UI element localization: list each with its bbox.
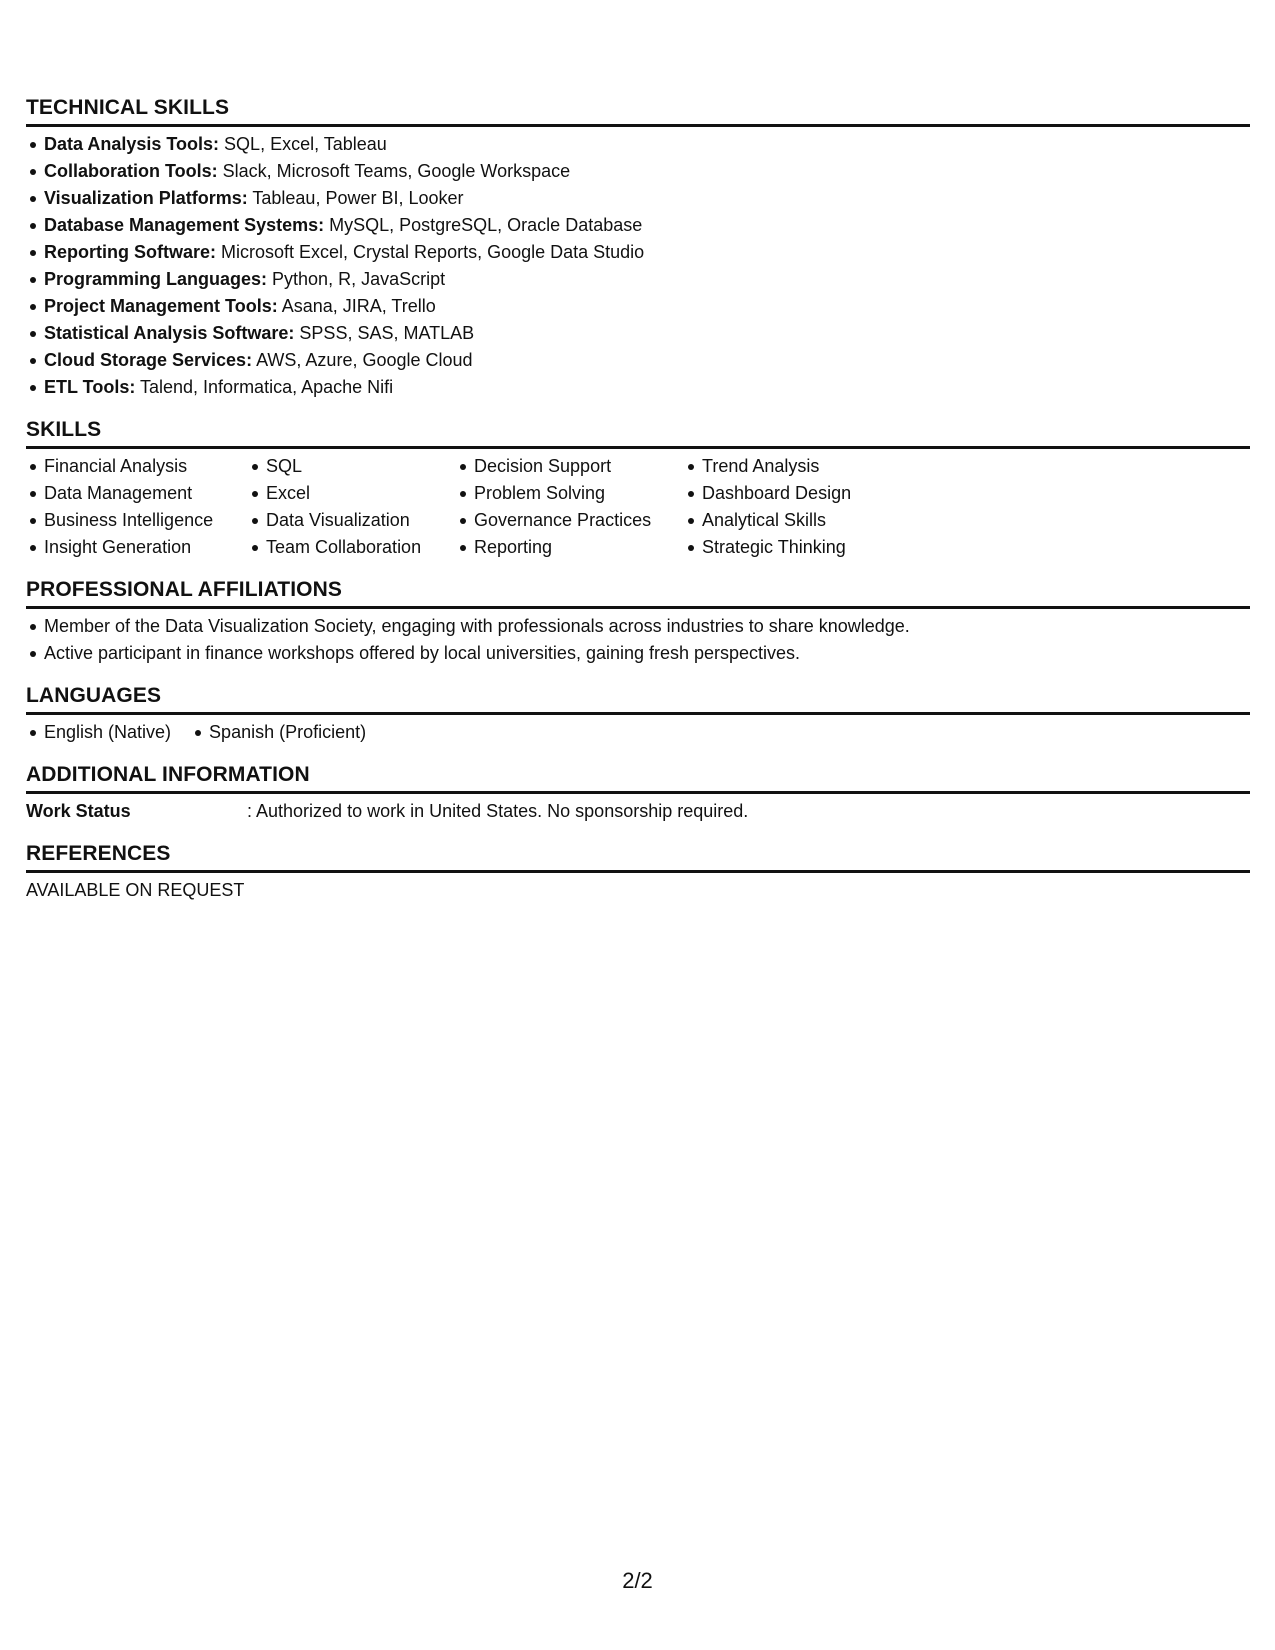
work-status-value: : Authorized to work in United States. No sponsorship required.: [247, 801, 749, 821]
list-item: Trend Analysis: [684, 453, 884, 480]
skills-heading: SKILLS: [26, 418, 1250, 449]
item-value: SPSS, SAS, MATLAB: [294, 323, 475, 343]
item-value: Python, R, JavaScript: [267, 269, 446, 289]
languages-section: [26, 684, 1250, 746]
section-spacer: [26, 825, 1250, 842]
skills-column: [684, 453, 884, 561]
list-item: Team Collaboration: [248, 534, 456, 561]
item-label: Cloud Storage Services:: [44, 350, 253, 370]
references-heading: REFERENCES: [26, 842, 1250, 873]
item-label: ETL Tools:: [44, 377, 136, 397]
languages-list: [26, 715, 1250, 746]
affiliations-list: [26, 609, 1250, 667]
item-value: Tableau, Power BI, Looker: [247, 188, 464, 208]
list-item: [26, 374, 1250, 401]
item-value: AWS, Azure, Google Cloud: [252, 350, 473, 370]
work-status-row: [26, 794, 1250, 825]
list-item: Decision Support: [456, 453, 684, 480]
item-value: Microsoft Excel, Crystal Reports, Google Data Studio: [216, 242, 645, 262]
affiliations-section: [26, 578, 1250, 667]
affiliations-heading: PROFESSIONAL AFFILIATIONS: [26, 578, 1250, 609]
list-item: Problem Solving: [456, 480, 684, 507]
item-label: Database Management Systems:: [44, 215, 325, 235]
list-item: Financial Analysis: [26, 453, 248, 480]
list-item: SQL: [248, 453, 456, 480]
list-item: [26, 158, 1250, 185]
skills-column: [456, 453, 684, 561]
item-value: SQL, Excel, Tableau: [219, 134, 387, 154]
item-value: Talend, Informatica, Apache Nifi: [135, 377, 394, 397]
section-spacer: [26, 561, 1250, 578]
page-number: 2/2: [622, 1568, 653, 1593]
section-spacer: [26, 746, 1250, 763]
list-item: Data Management: [26, 480, 248, 507]
list-item: Active participant in finance workshops offered by local universities, gaining fresh perspectives.: [26, 640, 1250, 667]
item-label: Programming Languages:: [44, 269, 268, 289]
item-value: Slack, Microsoft Teams, Google Workspace: [217, 161, 571, 181]
languages-heading: LANGUAGES: [26, 684, 1250, 715]
section-spacer: [26, 667, 1250, 684]
list-item: [26, 320, 1250, 347]
list-item: [26, 239, 1250, 266]
additional-info-heading: ADDITIONAL INFORMATION: [26, 763, 1250, 794]
list-item: [26, 212, 1250, 239]
list-item: Insight Generation: [26, 534, 248, 561]
list-item: [26, 266, 1250, 293]
skills-grid: [26, 449, 1250, 561]
list-item: Data Visualization: [248, 507, 456, 534]
list-item: Governance Practices: [456, 507, 684, 534]
list-item: Reporting: [456, 534, 684, 561]
list-item: [26, 131, 1250, 158]
references-section: [26, 842, 1250, 904]
list-item: Dashboard Design: [684, 480, 884, 507]
list-item: Business Intelligence: [26, 507, 248, 534]
skills-column: [248, 453, 456, 561]
skills-section: [26, 418, 1250, 561]
item-label: Collaboration Tools:: [44, 161, 218, 181]
references-text: AVAILABLE ON REQUEST: [26, 880, 245, 900]
item-label: Reporting Software:: [44, 242, 217, 262]
item-value: Asana, JIRA, Trello: [277, 296, 436, 316]
list-item: Strategic Thinking: [684, 534, 884, 561]
technical-skills-list: [26, 127, 1250, 401]
item-label: Visualization Platforms:: [44, 188, 248, 208]
additional-info-section: [26, 763, 1250, 825]
technical-skills-section: [26, 96, 1250, 401]
list-item: Excel: [248, 480, 456, 507]
list-item: [26, 293, 1250, 320]
list-item: Member of the Data Visualization Society, engaging with professionals across industries to share knowledge.: [26, 613, 1250, 640]
list-item: English (Native): [26, 719, 171, 746]
item-label: Data Analysis Tools:: [44, 134, 220, 154]
list-item: Spanish (Proficient): [191, 719, 366, 746]
item-value: MySQL, PostgreSQL, Oracle Database: [324, 215, 643, 235]
section-spacer: [26, 401, 1250, 418]
resume-page: [26, 96, 1250, 904]
technical-skills-heading: TECHNICAL SKILLS: [26, 96, 1250, 127]
item-label: Statistical Analysis Software:: [44, 323, 295, 343]
item-label: Project Management Tools:: [44, 296, 278, 316]
list-item: [26, 347, 1250, 374]
list-item: Analytical Skills: [684, 507, 884, 534]
work-status-label: Work Status: [26, 801, 131, 821]
skills-column: [26, 453, 248, 561]
list-item: [26, 185, 1250, 212]
